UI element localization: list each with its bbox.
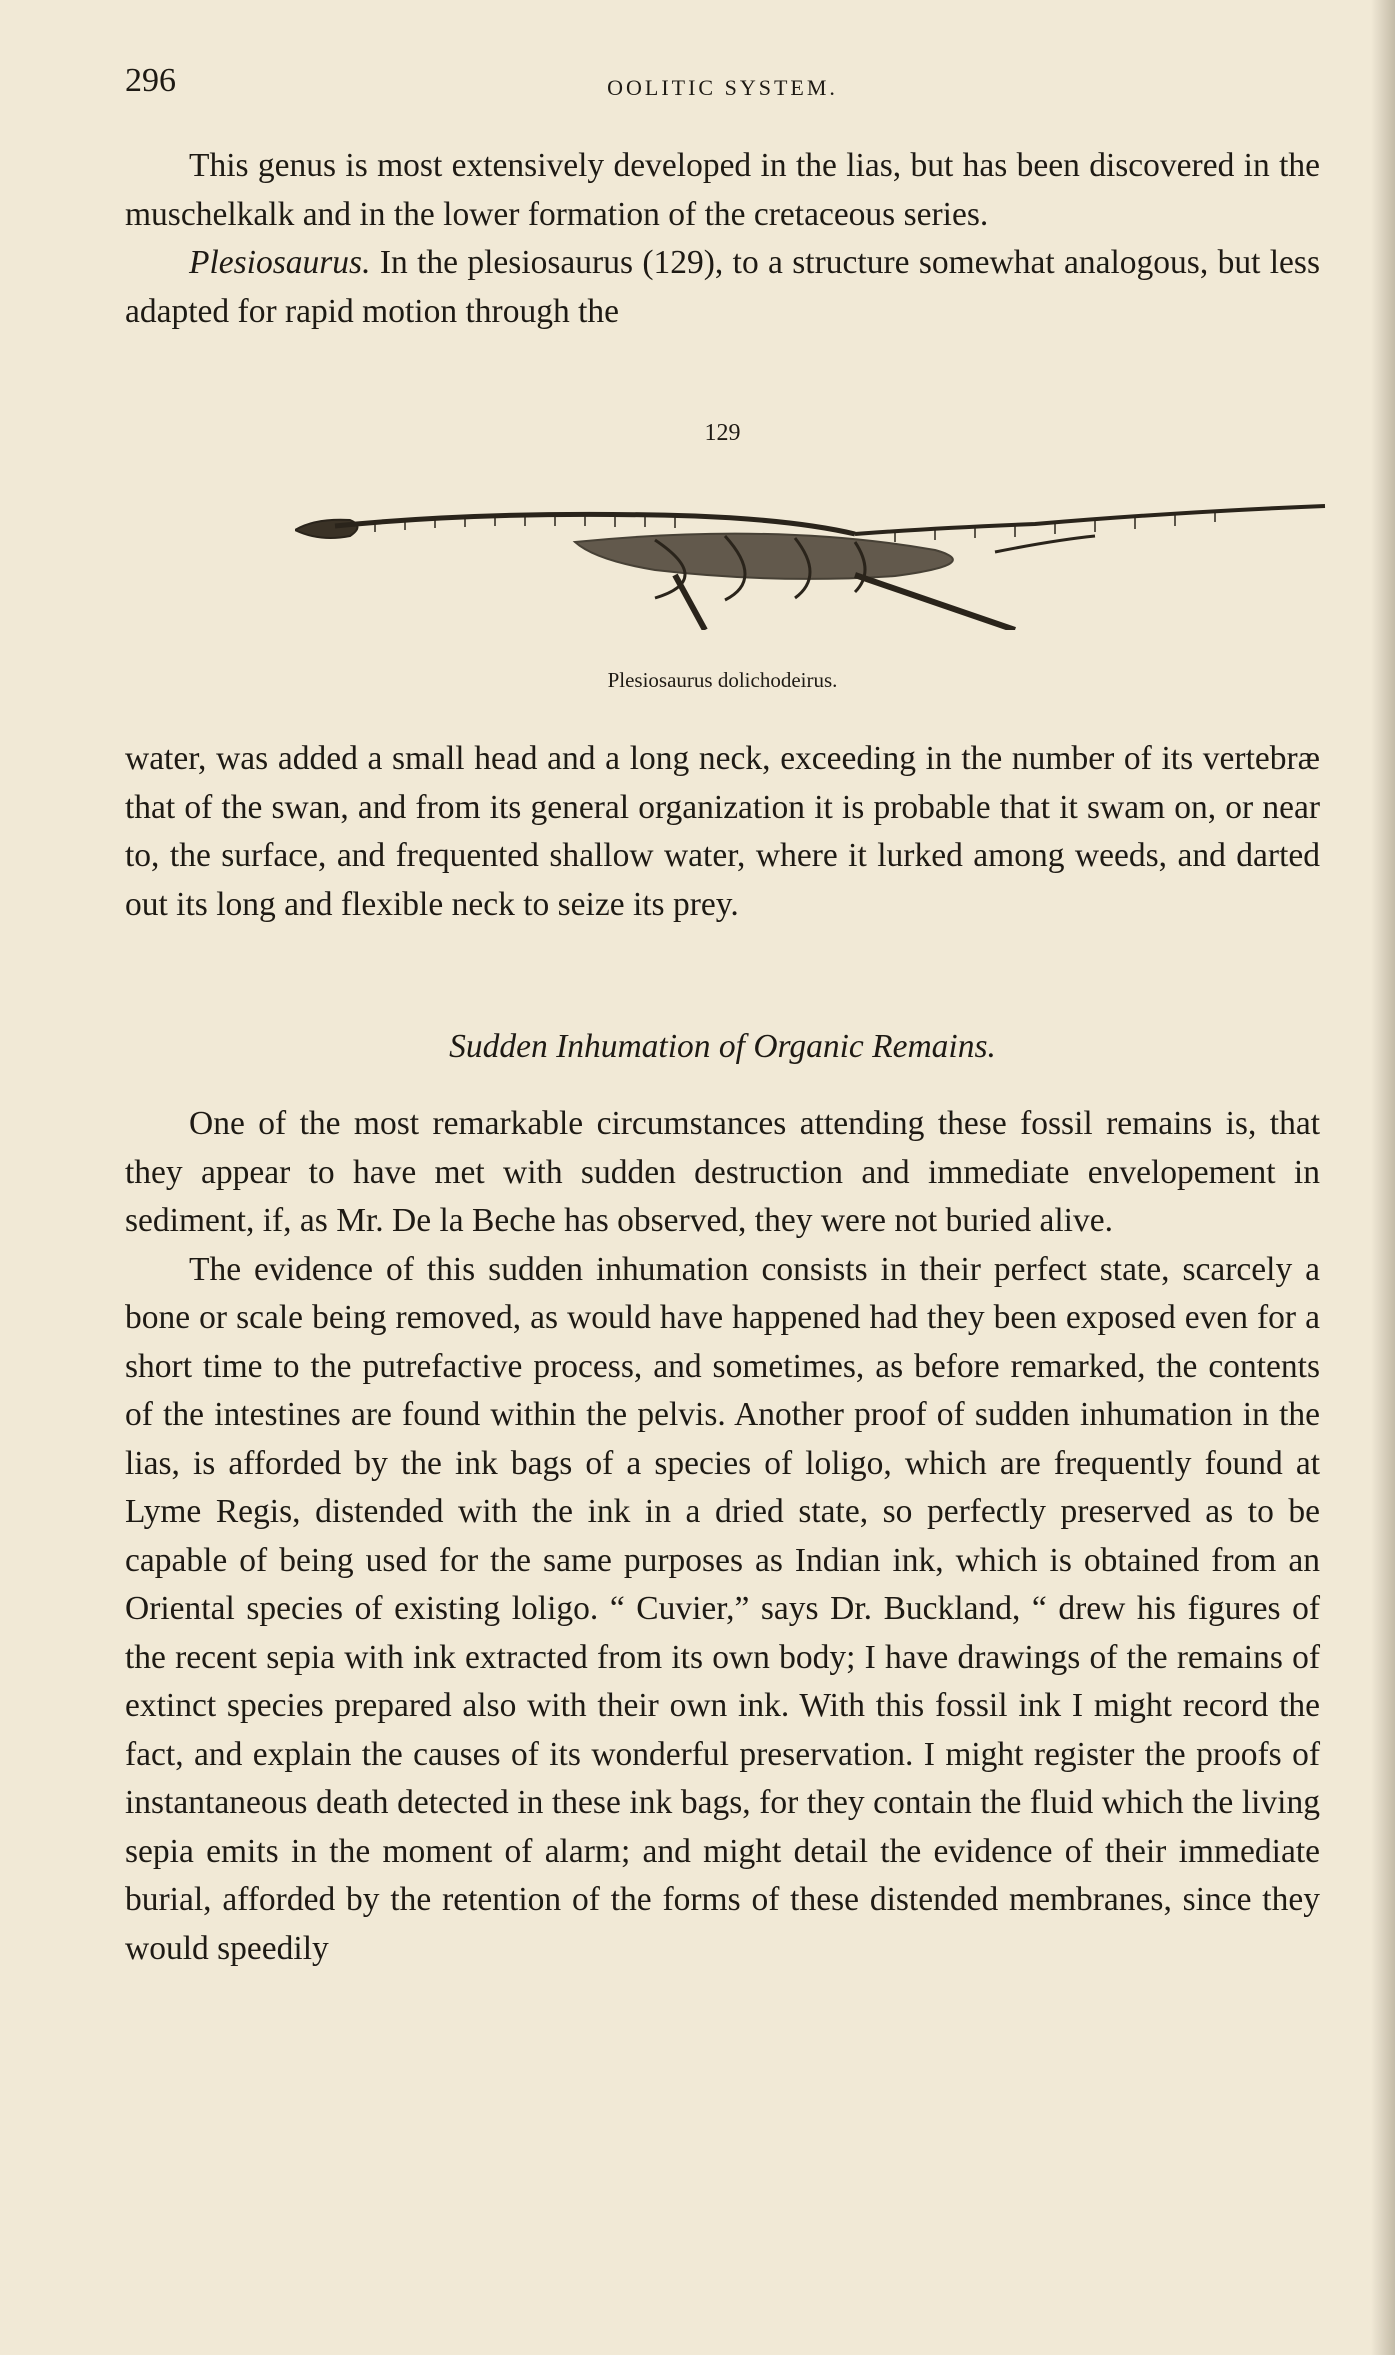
section-heading: Sudden Inhumation of Organic Remains. [449,1028,996,1065]
plesiosaurus-lead: Plesiosaurus. [189,244,371,281]
page-edge-shadow [1371,0,1395,2355]
paragraph-genus: This genus is most extensively developed in the lias, but has been discovered in the muschelkalk and in the lower formation of the cretaceous series. [125,147,1320,233]
plesiosaurus-text: In the plesiosaurus (129), to a structure somewhat analogous, but less adapted for rapid motion through the [125,244,1320,330]
paragraph-plesiosaurus [125,239,1320,336]
running-head [125,62,1320,106]
paragraph-water: water, was added a small head and a long neck, exceeding in the number of its vertebræ that of the swan, and from its general organization it is probable that it swam on, or near to, the surface, and frequented shallow water, where it lurked among weeds, and darted out its long and flexible neck to seize its prey. [125,740,1320,923]
figure-129 [125,420,1320,700]
text-block-middle [125,735,1320,929]
figure-caption: Plesiosaurus dolichodeirus. [607,668,838,692]
paragraph-evidence: The evidence of this sudden inhumation consists in their perfect state, scarcely a bone or scale being removed, as would have happened had they been exposed even for a short time to the putrefactive process, and sometimes, as before remarked, the contents of the intestines are found within the pelvis. Another proof of sudden inhumation in the lias, is afforded by the ink bags of a species of loligo, which are frequently found at Lyme Regis, distended with the ink in a dried state, so perfectly preserved as to be capable of being used for the same purposes as Indian ink, which is obtained from an Oriental species of existing loligo. “ Cuvier,” says Dr. Buckland, “ drew his figures of the recent sepia with ink extracted from its own body; I have drawings of the remains of extinct species prepared also with their own ink. With this fossil ink I might record the fact, and explain the causes of its wonderful preservation. I might register the proofs of instantaneous death detected in these ink bags, for they contain the fluid which the living sepia emits in the moment of alarm; and might detail the evidence of their immediate burial, afforded by the retention of the forms of these distended membranes, since they would speedily [125,1250,1320,1967]
text-block-top [125,142,1320,336]
paragraph-remarkable-circumstances: One of the most remarkable circumstances attending these fossil remains is, that they appear to have met with sudden destruction and immediate envelopement in sediment, if, as Mr. De la Beche has observed, they were not buried alive. [125,1105,1320,1239]
running-title: OOLITIC SYSTEM. [607,75,838,100]
text-block-bottom [125,1100,1320,1973]
plesiosaurus-skeleton-illustration [295,480,1335,630]
page-number: 296 [125,62,176,99]
figure-number: 129 [704,420,741,446]
